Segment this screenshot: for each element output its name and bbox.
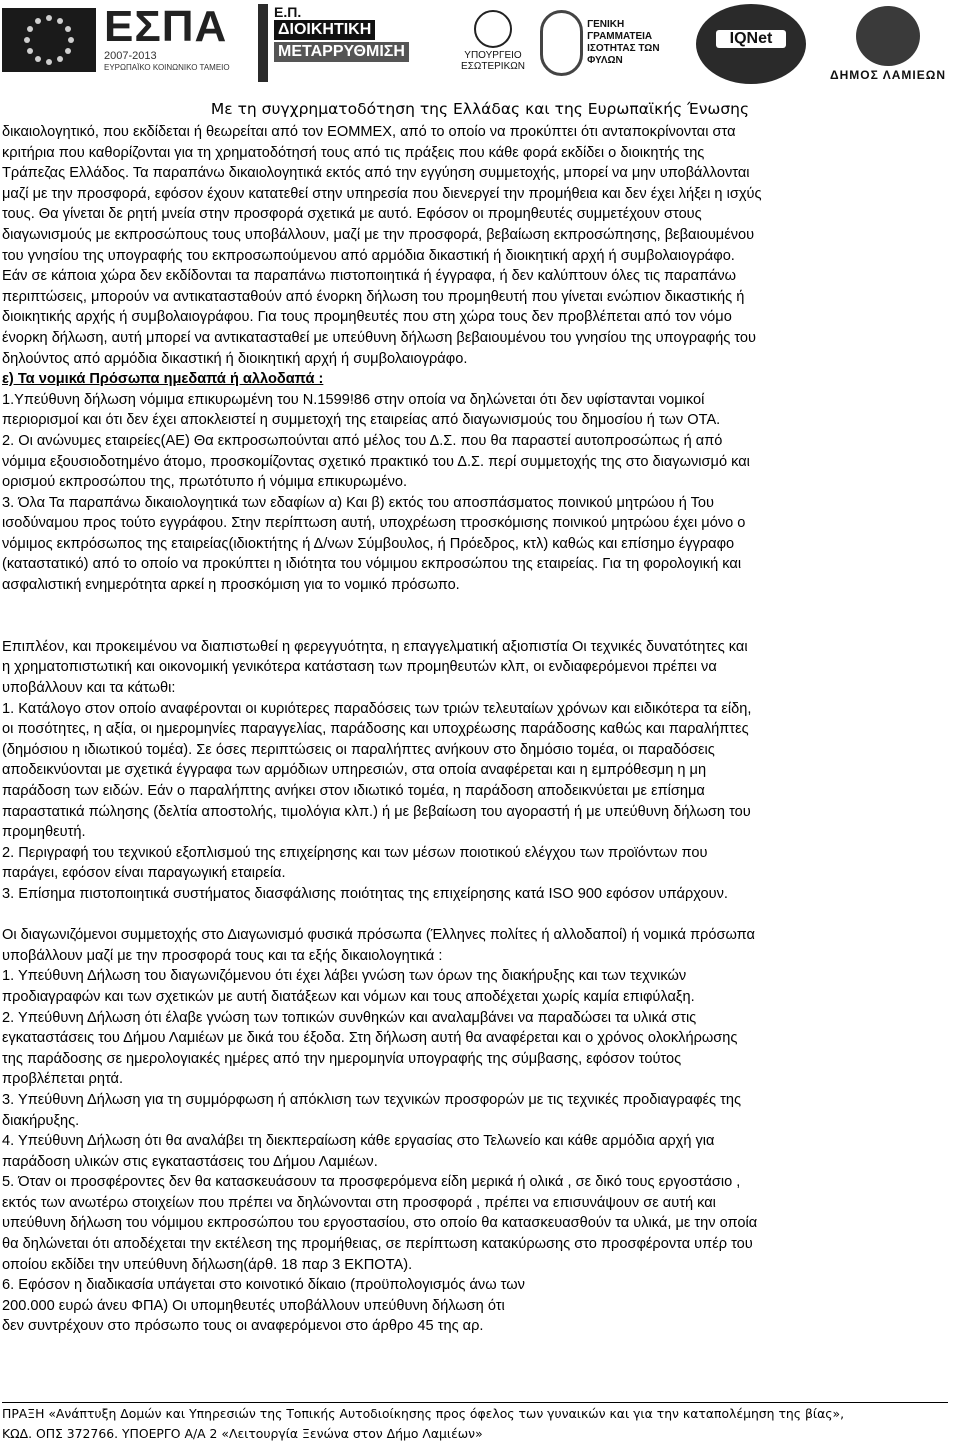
body-line: παράγει, εφόσον είναι παραγωγική εταιρεία.	[2, 865, 286, 882]
footer-line-2: ΚΩΔ. ΟΠΣ 372766. ΥΠΟΕΡΓΟ Α/Α 2 «Λειτουργία Ξενώνα στον Δήμο Λαμιέων»	[2, 1426, 483, 1441]
footer	[2, 1404, 960, 1444]
municipality-logo	[820, 4, 956, 82]
body-line: προμηθευτή.	[2, 824, 86, 841]
body-line: 1.Υπεύθυνη δήλωση νόμιμα επικυρωμένη του Ν.1599!86 στην οποία να δηλώνεται ότι δεν υφίστανται νομικοί	[2, 391, 705, 408]
eu-flag-icon	[2, 8, 96, 72]
document-body	[2, 122, 960, 1337]
footer-line-1: ΠΡΑΞΗ «Ανάπτυξη Δομών και Υπηρεσιών της Τοπικής Αυτοδιοίκησης προς όφελος των γυναικών και για την καταπολέμηση της βίας»,	[2, 1406, 845, 1421]
body-line: υποβάλλουν μαζί με την προσφορά τους και τα εξής δικαιολογητικά :	[2, 947, 443, 964]
body-line: παράδοση των ειδών. Εάν ο παραλήπτης ανήκει στον ιδιωτικό τομέα, η παράδοση αποδεικνύεται με επίσημα	[2, 783, 705, 799]
body-line: Επιπλέον, και προκειμένου να διαπιστωθεί η φερεγγυότητα, η επαγγελματική αξιοπιστία Οι τεχνικές δυνατότητες και	[2, 638, 748, 655]
body-line: εγκαταστάσεις του Δήμου Λαμιέων με δικά του έξοδα. Στη δήλωση αυτή θα αναφέρεται και ο χρόνος ολοκλήρωσης	[2, 1030, 738, 1047]
espa-logo	[104, 4, 252, 82]
espa-years: 2007-2013	[104, 50, 157, 62]
body-line: υπεύθυνη δήλωση του νόμιμου εκπροσώπου του εργοστασίου, στο οποίο θα κατασκευασθούν τα υλικά, με την οποία	[2, 1215, 758, 1232]
espa-sub: ΕΥΡΩΠΑΪΚΟ ΚΟΙΝΩΝΙΚΟ ΤΑΜΕΙΟ	[104, 63, 230, 72]
body-line: Εάν σε κάποια χώρα δεν εκδίδονται τα παραπάνω πιστοποιητικά ή έγγραφα, ή δεν καλύπτουν όλες τις παραπάνω	[2, 268, 737, 285]
body-line: ισοδύναμου προς τούτο εγγράφου. Στην περίπτωση αυτή, υποχρέωση ττροσκόμισης ποινικού μητρώου έχει μόνο ο	[2, 515, 746, 532]
ep-line2: ΜΕΤΑΡΡΥΘΜΙΣΗ	[274, 42, 409, 62]
body-line: 6. Εφόσον η διαδικασία υπάγεται στο κοινοτικό δίκαιο (προϋπολογισμός άνω των	[2, 1277, 525, 1294]
body-line: προβλέπεται ρητά.	[2, 1071, 124, 1088]
body-line: δεν συντρέχουν στο πρόσωπο τους οι αναφερόμενοι στο άρθρο 45 της αρ.	[2, 1318, 484, 1335]
ep-line1: ΔΙΟΙΚΗΤΙΚΗ	[274, 20, 375, 40]
ministry-logo	[448, 4, 538, 82]
body-line: 200.000 ευρώ άνευ ΦΠΑ) Οι υπομηθευτές υποβάλλουν υπεύθυνη δήλωση ότι	[2, 1297, 505, 1314]
body-line: παράδοση υλικών στις εγκαταστάσεις του Δήμου Λαμιέων.	[2, 1153, 378, 1170]
body-line: 1. Κατάλογο στον οποίο αναφέρονται οι κυριότερες παραδόσεις των τριών τελευταίων χρόνων και ειδικότερα τα είδη,	[2, 700, 752, 717]
body-line: διοικητικής αρχής ή συμβολαιογράφου. Για τους προμηθευτές που στη χώρα τους δεν προβλέπεται από τον νόμο	[2, 309, 732, 326]
cert-name: IQNet	[716, 30, 786, 48]
body-line: η χρηματοπιστωτική και οικονομική γενικότερα κατάσταση των προμηθευτών κλπ, οι ενδιαφερόμενοι πρέπει να	[2, 659, 717, 676]
body-line: του γνησίου της υπογραφής του εκπροσωπούμενου από αρμόδια δικαστική ή διοικητική αρχή ή συμβολαιογράφο.	[2, 247, 735, 264]
body-line	[2, 905, 960, 926]
body-line: μαζί με την προσφορά, εφόσον έχουν κατατεθεί στην υπηρεσία που διενεργεί την προμήθεια και δεν έχει λήξει η ισχύς	[2, 185, 762, 202]
body-line	[2, 596, 960, 617]
body-line: διαγωνισμούς με εκπροσώπους τους υποβάλλουν, μαζί με την προσφορά, βεβαίωση εκπροσώπησης, βεβαιουμένου	[2, 226, 755, 243]
body-line: 2. Περιγραφή του τεχνικού εξοπλισμού της επιχείρησης και των μέσων ποιοτικού ελέγχου των προϊόντων που	[2, 844, 708, 861]
body-line: δηλούντος από αρμόδια δικαστική ή διοικητική αρχή ή συμβολαιογράφο.	[2, 350, 468, 367]
logo-strip	[0, 0, 960, 88]
coin-emblem-icon	[856, 6, 920, 66]
body-line: περιορισμοί και ότι δεν έχει αποκλειστεί η συμμετοχή της εταιρείας από διαγωνισμούς του δημοσίου ή των ΟΤΑ.	[2, 412, 721, 429]
body-line	[2, 616, 960, 637]
body-line: ασφαλιστική ενημερότητα αρκεί η προσκόμιση για το νομικό πρόσωπο.	[2, 577, 460, 594]
body-line: της παράδοσης σε ημερολογιακές ημέρες από την ημερομηνία υπογραφής της σύμβασης, εφόσον τούτος	[2, 1050, 682, 1067]
body-line: δικαιολογητικό, που εκδίδεται ή θεωρείται από τον ΕΟΜΜΕΧ, από το οποίο να προκύπτει ότι ανταποκρίνονται στα	[2, 124, 736, 140]
body-line: νόμιμα εξουσιοδοτημένο άτομο, προσκομίζοντας σχετικό πρακτικό του Δ.Σ. περί συμμετοχής της στο διαγωνισμό και	[2, 453, 750, 470]
gg-line1: ΓΕΝΙΚΗ ΓΡΑΜΜΑΤΕΙΑ	[587, 19, 653, 42]
body-line: 2. Υπεύθυνη Δήλωση ότι έλαβε γνώση των τοπικών συνθηκών και αναλαμβάνει να παραδώσει τα υλικά στις	[2, 1009, 697, 1026]
body-line: 4. Υπεύθυνη Δήλωση ότι θα αναλάβει τη διεκπεραίωση κάθε εργασίας στο Τελωνείο και κάθε αρμόδια αρχή για	[2, 1133, 715, 1150]
body-line: 5. Όταν οι προσφέροντες δεν θα κατασκευάσουν τα προσφερόμενα είδη μερικά ή ολικά , σε δικό τους εργοστάσιο ,	[2, 1174, 741, 1191]
ep-label: Ε.Π.	[274, 4, 302, 20]
body-line: υποβάλλουν και τα κάτωθι:	[2, 680, 176, 697]
gender-symbol-icon	[540, 10, 583, 76]
body-line: Οι διαγωνιζόμενοι συμμετοχής στο Διαγωνισμό φυσικά πρόσωπα (Έλληνες πολίτες ή αλλοδαποί) ή νομικά πρόσωπα	[2, 927, 755, 944]
body-line: προδιαγραφών και των σχετικών με αυτή διατάξεων και νόμων και τους αποδέχεται χωρίς καμία επιφύλαξη.	[2, 988, 695, 1005]
body-line: παραστατικά πώλησης (δελτία αποστολής, τιμολόγια κλπ.) ή με βεβαίωση του αγοραστή ή με υπεύθυνη δήλωση του	[2, 803, 751, 820]
body-line: (δημόσιου η ιδιωτικού τομέα). Σε όσες περιπτώσεις οι παραλήπτες ανήκουν στο δημόσιο τομέα, οι παραδόσεις	[2, 741, 715, 758]
body-line: 1. Υπεύθυνη Δήλωση του διαγωνιζόμενου ότι έχει λάβει γνώση των όρων της διακήρυξης και των τεχνικών	[2, 968, 687, 985]
body-line: 3. Όλα Τα παραπάνω δικαιολογητικά των εδαφίων α) Και β) εκτός του αποσπάσματος ποινικού μητρώου ή Του	[2, 494, 715, 511]
espa-name: ΕΣΠΑ	[104, 2, 228, 51]
municipality-name: ΔΗΜΟΣ ΛΑΜΙΕΩΝ	[829, 68, 946, 82]
body-line: ε) Τα νομικά Πρόσωπα ημεδαπά ή αλλοδαπά :	[2, 371, 324, 388]
footer-divider	[2, 1402, 948, 1403]
body-line: 2. Οι ανώνυμες εταιρείες(ΑΕ) Θα εκπροσωπούνται από μέλος του Δ.Σ. που θα παραστεί αυτοπροσώπως ή από	[2, 432, 723, 449]
ep-diikitiki-logo	[258, 4, 448, 82]
body-line: τους. Θα γίνεται δε ρητή μνεία στην προσφορά σχετικά με αυτό. Εφόσον οι προμηθευτές συμμετέχουν στους	[2, 206, 702, 223]
body-line: οι ποσότητες, η αξία, οι ημερομηνίες παραγγελίας, παράδοσης και υποχρέωσης παράδοσης καθώς και παραλήπτες	[2, 721, 749, 738]
certification-seal	[696, 4, 806, 84]
body-line: ένορκη δήλωση, αυτή μπορεί να αντικατασταθεί με υπεύθυνη δήλωση βεβαιουμένου του γνησίου της υπογραφής του	[2, 329, 756, 346]
greek-emblem-icon	[474, 10, 512, 48]
body-line: 3. Επίσημα πιστοποιητικά συστήματος διασφάλισης ποιότητας της επιχείρησης κατά ISO 900 εφόσον υπάρχουν.	[2, 885, 728, 902]
gg-line2: ΙΣΟΤΗΤΑΣ ΤΩΝ ΦΥΛΩΝ	[587, 43, 660, 66]
body-line: θα δηλώνεται ότι αποδέχεται την εκτέλεση της προμήθειας, σε περίπτωση κατακύρωσης στο προσφέροντα υπέρ του	[2, 1236, 753, 1253]
body-line: περιπτώσεις, μπορούν να αντικατασταθούν από ένορκη δήλωση του προμηθευτή που γίνεται ενώπιον δικαστικής ή	[2, 288, 745, 305]
body-line: εκτός των ανωτέρω στοιχείων που πρέπει να δηλώνονται στη προσφορά , πρέπει να επισυνάψουν σε αυτή και	[2, 1194, 716, 1211]
body-line: Τράπεζας Ελλάδος. Τα παραπάνω δικαιολογητικά εκτός από την εγγύηση συμμετοχής, μπορεί να μην υποβάλλονται	[2, 165, 750, 182]
body-line: αποδεικνύονται με σχετικά έγγραφα των αρμόδιων υπηρεσιών, στα οποία αναφέρεται και η εμπρόθεσμη η μη	[2, 762, 707, 779]
body-line: (καταστατικό) από το οποίο να προκύπτει η ιδιότητα του νόμιμου εκπροσώπου της εταιρείας. Για τη φορολογική και	[2, 556, 742, 573]
body-line: νόμιμος εκπρόσωπος της εταιρείας(ιδιοκτήτης ή Δ/νων Σύμβουλος, ή Πρόεδρος, κτλ) καθώς και επίσημο έγγραφο	[2, 535, 735, 552]
ministry-name: ΥΠΟΥΡΓΕΙΟ ΕΣΩΤΕΡΙΚΩΝ	[461, 50, 525, 72]
cofinancing-statement: Με τη συγχρηματοδότηση της Ελλάδας και της Ευρωπαϊκής Ένωσης	[210, 100, 750, 118]
body-line: κριτήρια που καθορίζονται για τη χρηματοδότησή τους από τις πράξεις που κάθε φορά εκδίδει ο διοικητής της	[2, 144, 705, 161]
body-line: διακήρυξης.	[2, 1112, 80, 1129]
body-line: 3. Υπεύθυνη Δήλωση για τη συμμόρφωση ή απόκλιση των τεχνικών προσφορών με τις τεχνικές προδιαγραφές της	[2, 1091, 742, 1108]
body-line: ορισμού εκπροσώπου της, πρωτότυπο ή νόμιμα επικυρωμένο.	[2, 474, 408, 491]
body-line: οποίου εκδίδει την υπεύθυνη δήλωση(άρθ. 18 παρ 3 ΕΚΠΟΤΑ).	[2, 1256, 413, 1273]
gender-equality-logo	[540, 4, 690, 82]
